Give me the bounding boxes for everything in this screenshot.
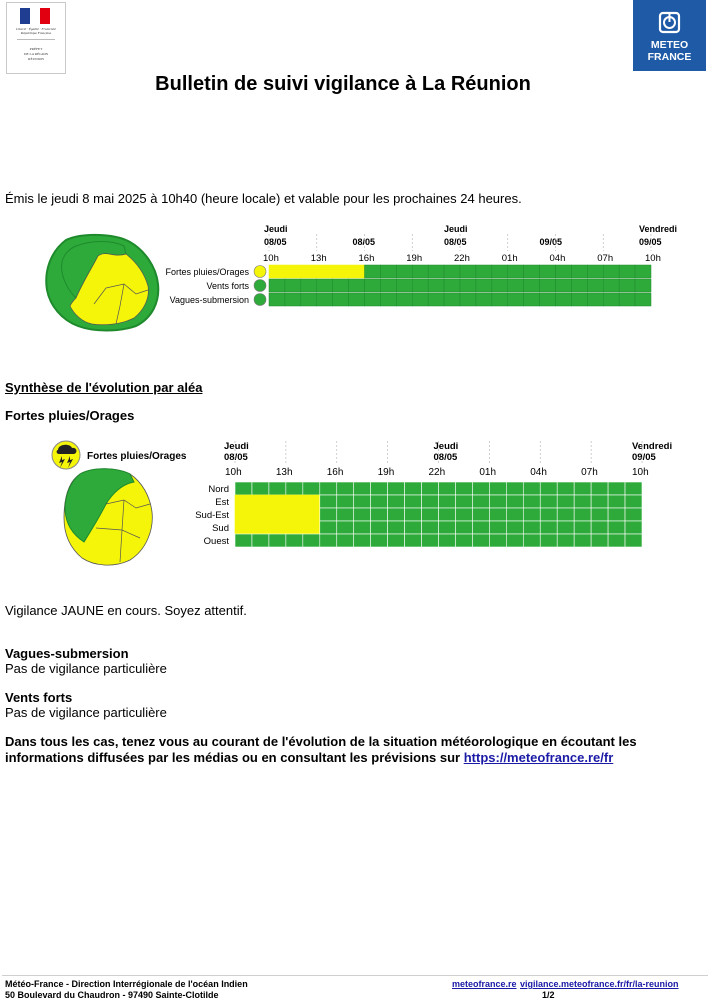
timeline-cell [269,279,285,292]
day-header-day: Jeudi [224,441,249,452]
timeline-cell [619,279,635,292]
synthese-heading: Synthèse de l'évolution par aléa [5,380,203,395]
timeline-cell [489,521,506,534]
advice-paragraph [5,734,705,766]
timeline-cell [301,265,317,278]
timeline-cell [439,534,456,547]
timeline-cell [455,521,472,534]
timeline-cell [460,293,476,306]
timeline-cell [317,265,333,278]
timeline-cell [371,534,388,547]
timeline-cell [303,521,320,534]
timeline-cell [412,265,428,278]
hour-tick-label: 19h [406,253,423,264]
row-label: Vagues-submersion [169,295,249,305]
timeline-cell [557,534,574,547]
timeline-cell [625,482,642,495]
timeline-cell [492,279,508,292]
timeline-cell [508,293,524,306]
timeline-cell [303,482,320,495]
timeline-cell [405,521,422,534]
timeline-cell [235,482,252,495]
timeline-cell [557,495,574,508]
timeline-cell [371,508,388,521]
timeline-cell [524,265,540,278]
timeline-cell [317,279,333,292]
timeline-cell [625,534,642,547]
timeline-cell [388,508,405,521]
day-header-day: Vendredi [632,441,673,452]
timeline-cell [603,293,619,306]
timeline-cell [317,293,333,306]
timeline-cell [235,521,252,534]
timeline-cell [476,279,492,292]
timeline-cell [523,521,540,534]
footer-link-meteofrance[interactable]: meteofrance.re [452,979,517,989]
timeline-cell [557,521,574,534]
meteo-france-emblem-icon [633,0,706,40]
timeline-cell [540,482,557,495]
timeline-cell [396,293,412,306]
timeline-cell [635,265,651,278]
timeline-cell [286,495,303,508]
timeline-cell [506,508,523,521]
timeline-cell [625,521,642,534]
timeline-cell [455,534,472,547]
timeline-cell [603,279,619,292]
timeline-cell [396,265,412,278]
timeline-cell [476,293,492,306]
timeline-cell [252,534,269,547]
timeline-cell [439,521,456,534]
timeline-cell [608,534,625,547]
timeline-cell [252,482,269,495]
timeline-cell [365,265,381,278]
vagues-submersion-title: Vagues-submersion [5,646,129,661]
timeline-cell [574,534,591,547]
timeline-cell [285,293,301,306]
timeline-cell [608,482,625,495]
timeline-cell [489,534,506,547]
vents-forts-status: Pas de vigilance particulière [5,705,167,720]
timeline-cell [625,508,642,521]
timeline-cell [608,508,625,521]
timeline-cell [354,521,371,534]
timeline-cell [524,293,540,306]
timeline-cell [523,508,540,521]
timeline-cell [349,279,365,292]
republic-text: République Française [20,31,52,35]
timeline-cell [286,508,303,521]
timeline-cell [235,534,252,547]
timeline-cell [574,508,591,521]
timeline-cell [557,482,574,495]
issued-text: Émis le jeudi 8 mai 2025 à 10h40 (heure locale) et valable pour les prochaines 24 heures. [5,191,522,206]
timeline-cell [337,482,354,495]
timeline-cell [428,265,444,278]
vagues-submersion-status: Pas de vigilance particulière [5,661,167,676]
fortes-pluies-timeline [180,438,705,550]
timeline-cell [405,482,422,495]
timeline-cell [489,495,506,508]
timeline-cell [320,534,337,547]
timeline-cell [333,279,349,292]
french-flag-icon [20,8,50,24]
timeline-cell [556,265,572,278]
waves-icon [254,294,266,306]
timeline-cell [286,521,303,534]
timeline-cell [371,482,388,495]
timeline-cell [349,293,365,306]
timeline-cell [635,279,651,292]
timeline-cell [354,495,371,508]
timeline-cell [472,534,489,547]
footer-divider [2,975,708,976]
timeline-cell [349,265,365,278]
hour-tick-label: 04h [549,253,566,264]
timeline-cell [489,508,506,521]
timeline-cell [422,508,439,521]
timeline-cell [587,265,603,278]
footer-link-vigilance[interactable]: vigilance.meteofrance.fr/fr/la-reunion [520,979,679,989]
timeline-cell [587,279,603,292]
motto-text: Liberté · Égalité · Fraternité [16,27,56,31]
timeline-cell [422,534,439,547]
timeline-cell [591,534,608,547]
day-header-date: 08/05 [264,237,287,247]
timeline-cell [571,293,587,306]
timeline-cell [320,495,337,508]
timeline-cell [405,508,422,521]
prefect-line3: RÉUNION [28,57,44,61]
timeline-cell [365,279,381,292]
timeline-cell [540,265,556,278]
hour-tick-label: 01h [479,467,497,478]
timeline-cell [444,265,460,278]
timeline-cell [320,508,337,521]
timeline-cell [337,534,354,547]
timeline-cell [591,521,608,534]
timeline-cell [556,279,572,292]
timeline-cell [619,265,635,278]
row-label: Fortes pluies/Orages [165,267,249,277]
timeline-cell [252,521,269,534]
row-label: Sud [212,523,229,534]
timeline-cell [506,534,523,547]
timeline-cell [587,293,603,306]
timeline-cell [388,521,405,534]
timeline-cell [455,508,472,521]
timeline-cell [439,495,456,508]
timeline-cell [591,508,608,521]
timeline-cell [439,508,456,521]
timeline-cell [472,495,489,508]
meteofrance-link[interactable]: https://meteofrance.re/fr [463,750,614,765]
timeline-cell [269,482,286,495]
timeline-cell [380,265,396,278]
timeline-cell [235,508,252,521]
vents-forts-title: Vents forts [5,690,73,705]
day-header-day: Vendredi [639,224,678,234]
day-header-day: Jeudi [444,224,468,234]
hour-tick-label: 10h [263,253,279,264]
timeline-cell [603,265,619,278]
timeline-cell [472,482,489,495]
page-number: 1/2 [542,990,555,1000]
timeline-cell [252,495,269,508]
timeline-cell [388,482,405,495]
timeline-cell [285,265,301,278]
timeline-cell [557,508,574,521]
row-label: Sud-Est [195,510,229,521]
timeline-cell [412,293,428,306]
timeline-cell [506,521,523,534]
timeline-cell [337,508,354,521]
timeline-cell [540,279,556,292]
timeline-cell [285,279,301,292]
hour-tick-label: 22h [454,253,470,264]
day-header-date: 09/05 [632,452,656,463]
timeline-cell [320,521,337,534]
timeline-cell [556,293,572,306]
timeline-cell [412,279,428,292]
day-header-date: 08/05 [224,452,248,463]
timeline-cell [388,534,405,547]
thunderstorm-icon [52,441,80,469]
timeline-cell [422,482,439,495]
timeline-cell [354,482,371,495]
timeline-cell [508,279,524,292]
vigilance-timeline [160,220,700,312]
timeline-cell [444,293,460,306]
timeline-cell [303,495,320,508]
timeline-cell [524,279,540,292]
timeline-cell [540,534,557,547]
timeline-cell [540,495,557,508]
footer-organization: Météo-France - Direction Interrégionale de l'océan Indien [5,979,248,989]
timeline-cell [371,521,388,534]
advice-text: Dans tous les cas, tenez vous au courant de l'évolution de la situation météorologique en écoutant les informations diffusées par les médias ou en consultant les prévisions sur [5,734,637,765]
timeline-cell [388,495,405,508]
timeline-cell [540,508,557,521]
timeline-cell [269,495,286,508]
hour-tick-label: 22h [428,467,446,478]
timeline-cell [396,279,412,292]
fortes-pluies-map [50,438,200,578]
row-label: Ouest [203,536,229,547]
hour-tick-label: 01h [501,253,518,264]
timeline-cell [235,495,252,508]
timeline-cell [574,482,591,495]
timeline-cell [489,482,506,495]
row-label: Nord [208,484,229,495]
timeline-cell [540,521,557,534]
timeline-cell [476,265,492,278]
thunderstorm-icon [254,266,266,278]
prefet-logo [6,2,66,74]
day-header-date: 08/05 [433,452,458,463]
timeline-cell [460,279,476,292]
prefect-line1: PRÉFET [29,47,43,51]
timeline-cell [591,482,608,495]
hour-tick-label: 16h [326,467,344,478]
timeline-cell [371,495,388,508]
timeline-cell [365,293,381,306]
legend-fortes-pluies-label: Fortes pluies/Orages [87,451,187,462]
meteo-logo-line1: METEO [650,39,689,51]
timeline-cell [506,495,523,508]
timeline-cell [354,534,371,547]
timeline-cell [540,293,556,306]
timeline-cell [320,482,337,495]
timeline-cell [405,495,422,508]
reunion-vigilance-map [44,232,162,332]
timeline-cell [301,279,317,292]
meteo-logo-line2: FRANCE [647,51,692,63]
timeline-cell [269,534,286,547]
page-title: Bulletin de suivi vigilance à La Réunion [155,73,531,95]
timeline-cell [422,521,439,534]
vigilance-status: Vigilance JAUNE en cours. Soyez attentif. [5,603,247,618]
timeline-cell [472,508,489,521]
timeline-cell [252,508,269,521]
timeline-cell [405,534,422,547]
timeline-cell [492,293,508,306]
timeline-cell [286,482,303,495]
timeline-cell [337,521,354,534]
timeline-cell [608,521,625,534]
timeline-cell [269,521,286,534]
hour-tick-label: 10h [225,467,242,478]
timeline-cell [269,508,286,521]
hour-tick-label: 10h [645,253,661,264]
timeline-cell [523,495,540,508]
hour-tick-label: 10h [632,467,649,478]
wind-icon [254,280,266,292]
timeline-cell [428,293,444,306]
hour-tick-label: 07h [597,253,614,264]
timeline-cell [460,265,476,278]
timeline-cell [492,265,508,278]
timeline-cell [444,279,460,292]
day-header-day: Jeudi [264,224,288,234]
timeline-cell [303,534,320,547]
day-header-date: 08/05 [352,237,376,247]
timeline-cell [455,495,472,508]
timeline-cell [625,495,642,508]
hour-tick-label: 19h [377,467,395,478]
timeline-cell [269,265,285,278]
timeline-cell [608,495,625,508]
hour-tick-label: 04h [530,467,547,478]
timeline-cell [635,293,651,306]
day-header-day: Jeudi [433,441,459,452]
timeline-cell [523,534,540,547]
timeline-cell [354,508,371,521]
prefect-line2: DE LA RÉGION [23,52,49,56]
timeline-cell [619,293,635,306]
timeline-cell [333,265,349,278]
row-label: Vents forts [206,281,249,291]
hour-tick-label: 13h [310,253,327,264]
timeline-cell [591,495,608,508]
timeline-cell [286,534,303,547]
hour-tick-label: 13h [275,467,293,478]
timeline-cell [574,521,591,534]
timeline-cell [422,495,439,508]
hour-tick-label: 07h [581,467,598,478]
timeline-cell [523,482,540,495]
timeline-cell [506,482,523,495]
timeline-cell [337,495,354,508]
timeline-cell [428,279,444,292]
day-header-date: 09/05 [539,237,563,247]
day-header-date: 09/05 [639,237,662,247]
timeline-cell [333,293,349,306]
timeline-cell [574,495,591,508]
timeline-cell [472,521,489,534]
hour-tick-label: 16h [358,253,375,264]
timeline-cell [269,293,285,306]
fortes-pluies-heading: Fortes pluies/Orages [5,408,135,423]
timeline-cell [380,293,396,306]
timeline-cell [303,508,320,521]
timeline-cell [455,482,472,495]
footer-address: 50 Boulevard du Chaudron - 97490 Sainte-Clotilde [5,990,219,1000]
row-label: Est [215,497,229,508]
timeline-cell [571,279,587,292]
meteo-france-logo [633,0,706,71]
timeline-cell [439,482,456,495]
timeline-cell [301,293,317,306]
timeline-cell [571,265,587,278]
day-header-date: 08/05 [444,237,467,247]
timeline-cell [380,279,396,292]
timeline-cell [508,265,524,278]
